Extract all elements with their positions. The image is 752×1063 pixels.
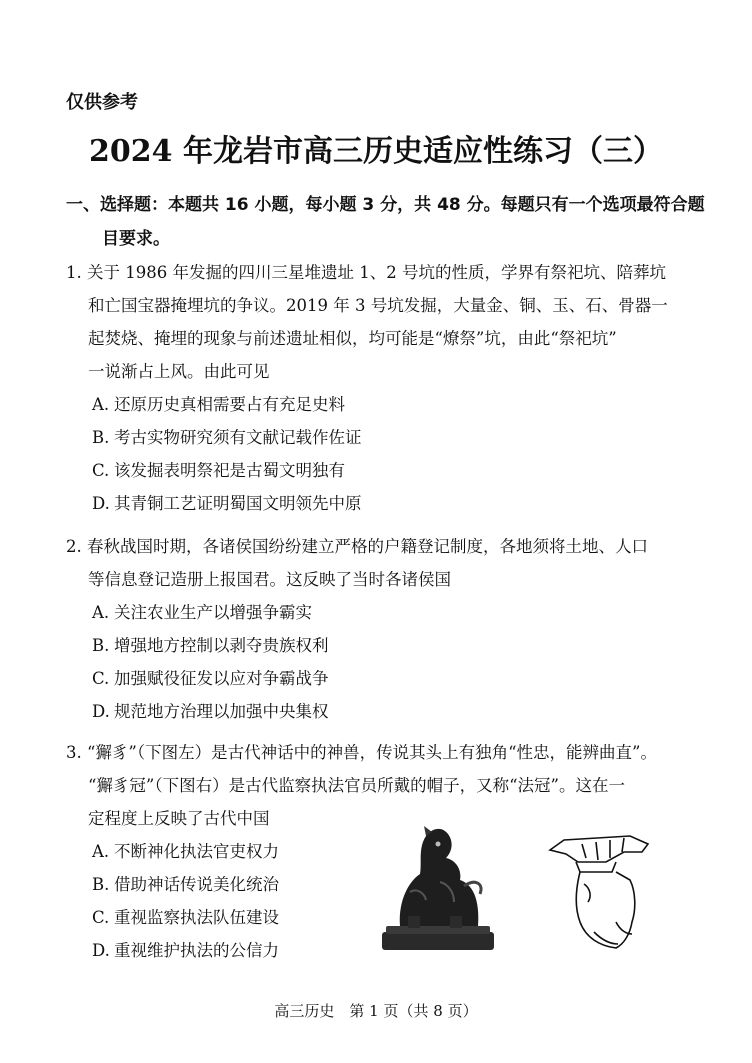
option-letter: A.: [92, 603, 110, 622]
question-1-number: 1.: [66, 263, 82, 282]
question-3-stem-line-2: “獬豸冠”（下图右）是古代监察执法官员所戴的帽子，又称“法冠”。这在一: [88, 776, 625, 795]
option-text: 考古实物研究须有文献记载作佐证: [114, 428, 362, 447]
option-text: 不断神化执法官吏权力: [114, 842, 279, 861]
section-heading-line-1: 一、选择题：本题共 16 小题，每小题 3 分，共 48 分。每题只有一个选项最符合题: [66, 195, 705, 215]
question-3-stem-line-1: [66, 736, 706, 769]
question-1-option-c: [66, 454, 706, 487]
section-heading: [66, 188, 706, 256]
question-1-option-a: [66, 388, 706, 421]
question-3-text-1: “獬豸”（下图左）是古代神话中的神兽，传说其头上有独角“性忠，能辨曲直”。: [87, 743, 657, 762]
option-letter: A.: [92, 842, 110, 861]
reference-note: 仅供参考: [66, 92, 138, 113]
question-1-option-b: [66, 421, 706, 454]
option-text: 重视维护执法的公信力: [114, 941, 279, 960]
section-heading-line-2: 目要求。: [102, 229, 170, 249]
question-1-stem-line-1: [66, 256, 706, 289]
question-2-number: 2.: [66, 537, 82, 556]
option-text: 借助神话传说美化统治: [114, 875, 279, 894]
question-3-stem-line-3: 定程度上反映了古代中国: [88, 809, 270, 828]
option-text: 增强地方控制以剥夺贵族权利: [114, 636, 329, 655]
option-letter: C.: [92, 669, 110, 688]
option-letter: B.: [92, 875, 110, 894]
question-2: [66, 530, 706, 728]
option-letter: D.: [92, 494, 110, 513]
question-1-stem-line-2: 和亡国宝器掩埋坑的争议。2019 年 3 号坑发掘，大量金、铜、玉、石、骨器一: [88, 296, 668, 315]
option-letter: A.: [92, 395, 110, 414]
question-2-option-a: [66, 596, 706, 629]
page-title: 2024 年龙岩市高三历史适应性练习（三）: [89, 134, 663, 169]
question-1-option-d: [66, 487, 706, 520]
option-letter: B.: [92, 428, 110, 447]
option-text: 加强赋役征发以应对争霸战争: [114, 669, 329, 688]
question-2-option-c: [66, 662, 706, 695]
option-text: 重视监察执法队伍建设: [114, 908, 279, 927]
question-1: [66, 256, 706, 520]
question-1-stem-line-3: 起焚烧、掩埋的现象与前述遗址相似，均可能是“燎祭”坑，由此“祭祀坑”: [88, 329, 617, 348]
option-text: 关注农业生产以增强争霸实: [114, 603, 312, 622]
question-1-text-1: 关于 1986 年发掘的四川三星堆遗址 1、2 号坑的性质，学界有祭祀坑、陪葬坑: [87, 263, 666, 282]
option-letter: B.: [92, 636, 110, 655]
question-2-text-1: 春秋战国时期，各诸侯国纷纷建立严格的户籍登记制度，各地须将土地、人口: [87, 537, 648, 556]
page-footer: 高三历史 第 1 页（共 8 页）: [274, 1002, 478, 1020]
question-3-number: 3.: [66, 743, 82, 762]
xiezhi-beast-image: [382, 826, 494, 950]
option-letter: C.: [92, 461, 110, 480]
xiezhi-cap-image: [550, 836, 648, 948]
question-3-illustrations: [380, 822, 700, 962]
option-text: 还原历史真相需要占有充足史料: [114, 395, 345, 414]
question-2-stem-line-1: [66, 530, 706, 563]
illustrations-svg: [380, 822, 700, 962]
option-letter: D.: [92, 702, 110, 721]
question-2-stem-line-2: 等信息登记造册上报国君。这反映了当时各诸侯国: [88, 570, 451, 589]
option-text: 规范地方治理以加强中央集权: [114, 702, 329, 721]
question-2-option-b: [66, 629, 706, 662]
option-text: 其青铜工艺证明蜀国文明领先中原: [114, 494, 362, 513]
option-text: 该发掘表明祭祀是古蜀文明独有: [114, 461, 345, 480]
question-1-stem-line-4: 一说渐占上风。由此可见: [88, 362, 270, 381]
question-2-option-d: [66, 695, 706, 728]
option-letter: C.: [92, 908, 110, 927]
option-letter: D.: [92, 941, 110, 960]
